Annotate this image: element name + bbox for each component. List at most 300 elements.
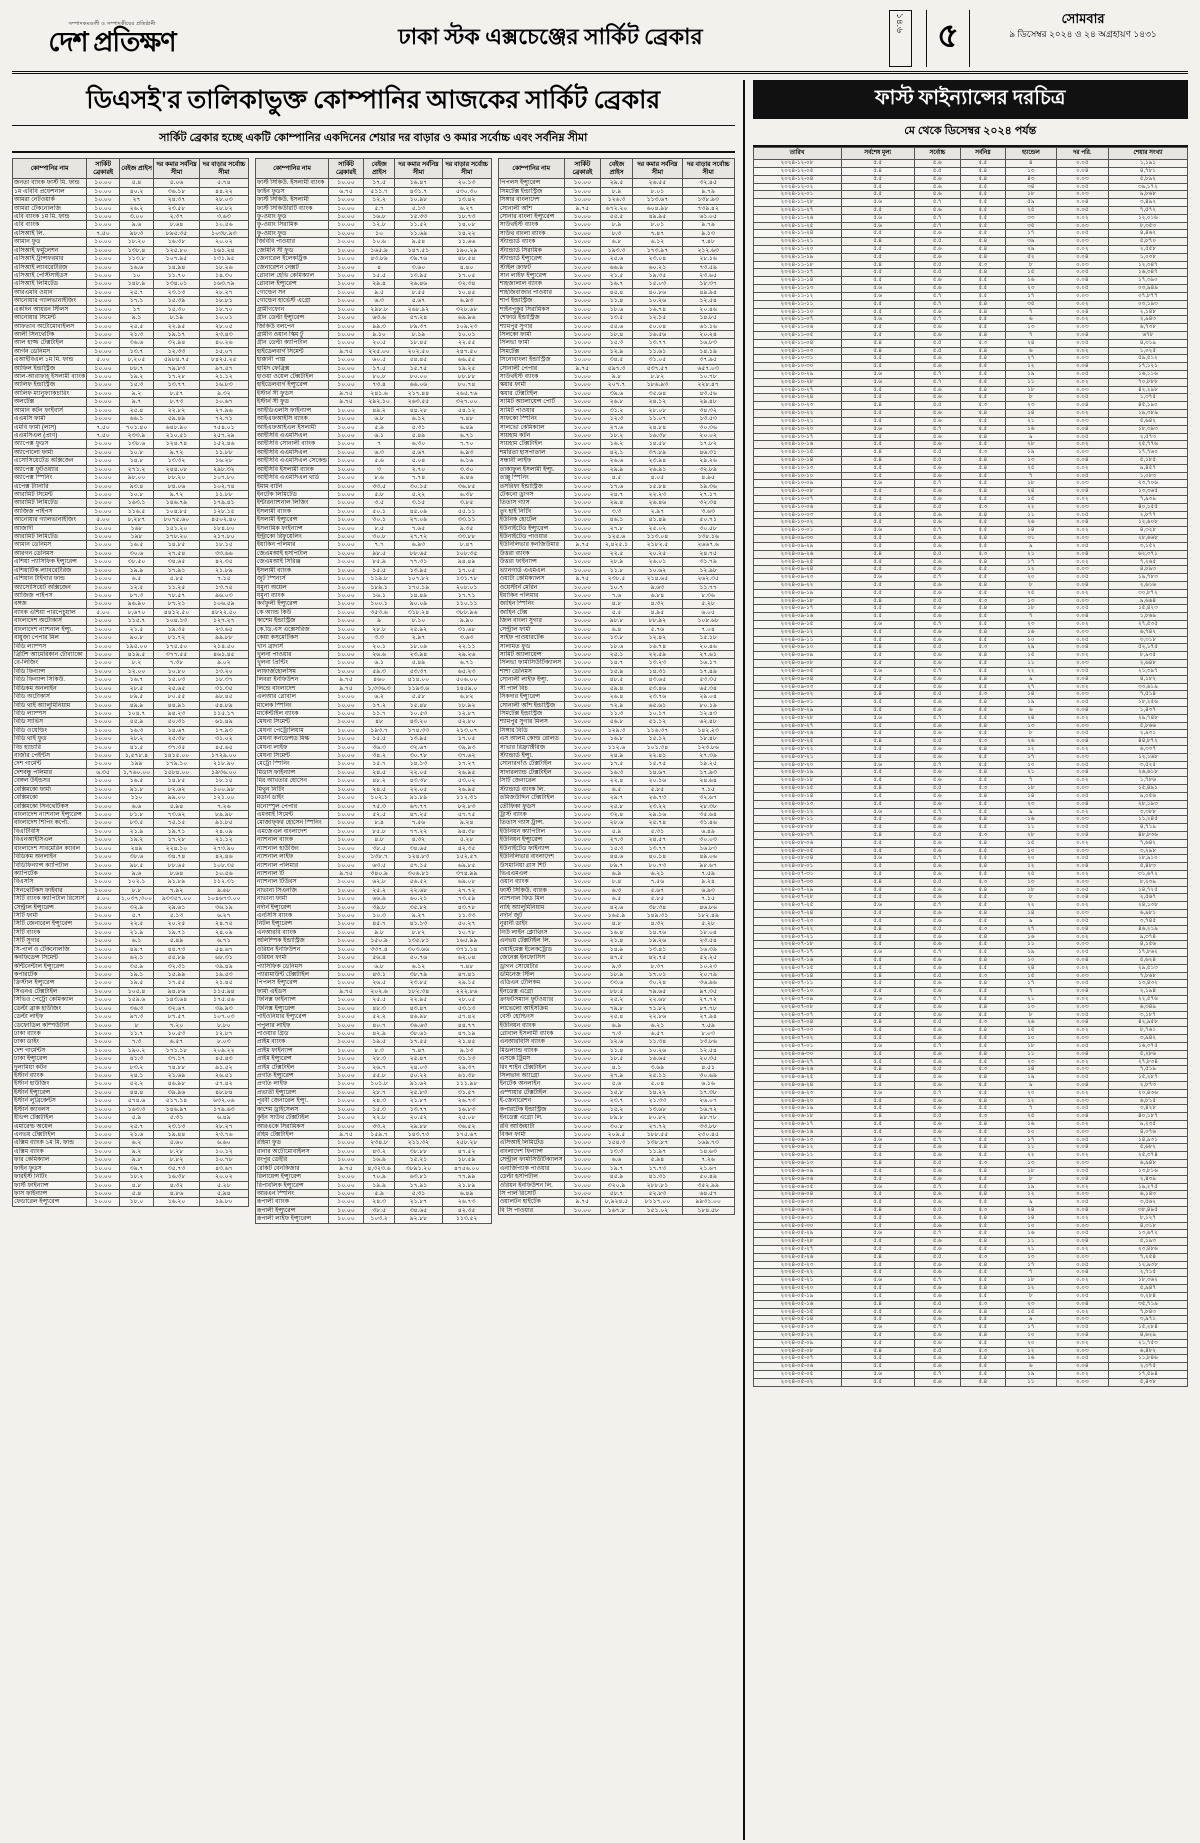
cell-value: ৭.১৫ <box>682 895 734 903</box>
cell-value: ১০০.৯৮ <box>199 785 248 793</box>
company-name: মেঘনা কনডেন্সড মিল্ক <box>255 735 328 743</box>
cell-value: ১০.০০ <box>87 667 120 675</box>
cell-value: ৪৪.৪ <box>119 1088 153 1096</box>
cell-value: ১২৪.৮৩ <box>395 853 442 861</box>
cell-value: ১১ <box>1005 824 1056 832</box>
cell-value: ১০.০০ <box>329 1181 364 1189</box>
company-name: বেঙ্গল উইন্ডসর <box>13 777 87 785</box>
table-row <box>753 1316 1187 1324</box>
cell-value: ০.০৫ <box>1056 285 1108 293</box>
cell-value: ৫২.২ <box>119 1080 153 1088</box>
cell-value: ১০.৫৬ <box>199 221 248 229</box>
cell-value: ৫.৯ <box>601 827 633 835</box>
th-circuit: সার্কিট ব্রেকারই <box>87 159 120 179</box>
cell-value: ১১৯.৮ <box>363 575 394 583</box>
cell-value: ৫৭.৭৫ <box>442 810 491 818</box>
table-row <box>13 642 249 650</box>
cell-value: ১০.০০ <box>329 954 364 962</box>
cell-value: ৮৫.৯ <box>363 558 394 566</box>
cell-value: ৫.৫ <box>841 581 914 589</box>
cell-value: ১০.০০ <box>329 726 364 734</box>
cell-value: ২৯.১৬ <box>633 810 683 818</box>
trade-date: ২০২৪-০৮-২৯ <box>753 706 841 714</box>
cell-value: ৬,৯৮১ <box>1108 910 1187 918</box>
company-name: ফার্স্ট ফাইন্যান্স <box>13 1181 87 1189</box>
table-row <box>255 1198 491 1206</box>
cell-value: ১০.০০ <box>87 1189 120 1197</box>
cell-value: ৫.৫ <box>841 519 914 527</box>
cell-value: ৮০.৮ <box>363 373 394 381</box>
cell-value: ১০.০০ <box>329 886 364 894</box>
cell-value: ৫.৪ <box>960 511 1005 519</box>
cell-value: ৫.৬ <box>914 1355 960 1363</box>
cell-value: ৯,২৩৫ <box>1108 1121 1187 1129</box>
cell-value: ১৪.০৮ <box>442 221 491 229</box>
cell-value: ৫,৯৪৭ <box>1108 1285 1187 1293</box>
company-name: রিলায়েন্স ইন্স্যুরেন্স <box>255 1173 328 1181</box>
trade-date: ২০২৪-০৯-১৮ <box>753 597 841 605</box>
cell-value: ১০.০০ <box>329 667 364 675</box>
cell-value: ৫.৬ <box>914 1269 960 1277</box>
company-name: আমান ডেনিমস <box>13 541 87 549</box>
cell-value: ৭.৭০ <box>442 440 491 448</box>
cell-value: ১০.০০ <box>329 415 364 423</box>
cell-value: ৫.৯৪ <box>154 802 200 810</box>
company-name: এমজেএল বাংলাদেশ <box>255 827 328 835</box>
cell-value: ৪৮২২.৫০ <box>199 608 248 616</box>
table-row <box>13 861 249 869</box>
cell-value: ১৪ <box>1005 910 1056 918</box>
cell-value: ০.০৩ <box>1056 1316 1108 1324</box>
cell-value: ০.০৩ <box>1056 1253 1108 1261</box>
cell-value: ৪.৩২ <box>633 600 683 608</box>
cell-value: ০.০৪ <box>1056 644 1108 652</box>
cell-value: ২৬.৫১ <box>199 1072 248 1080</box>
cell-value: ৩৬.৫২ <box>442 1122 491 1130</box>
cell-value: ৫.৪ <box>841 456 914 464</box>
table-row <box>753 206 1187 214</box>
cell-value: ৩০.০৩ <box>682 836 734 844</box>
trade-date: ২০২৪-০৯-০৩ <box>753 683 841 691</box>
cell-value: ১৮৮.৫৫ <box>633 1131 683 1139</box>
cell-value: ১০.০০ <box>87 246 120 254</box>
cell-value: ৩১.৫৭ <box>442 1088 491 1096</box>
table-row <box>498 330 734 338</box>
cell-value: ১০.০০ <box>564 533 600 541</box>
trade-date: ২০২৪-০৬-০৩ <box>753 1199 841 1207</box>
company-name: সিটি সুগার <box>13 937 87 945</box>
cell-value: ১০.০০ <box>564 625 600 633</box>
trade-date: ২০২৪-০৬-২৪ <box>753 1081 841 1089</box>
cell-value: ৩২.৬৭ <box>682 794 734 802</box>
cell-value: ১৮.০ <box>119 1198 153 1206</box>
trade-date: ২০২৪-১০-০৭ <box>753 496 841 504</box>
cell-value: ৯.৫৪ <box>395 238 442 246</box>
cell-value: ৫.৬ <box>914 464 960 472</box>
cell-value: ১০.০০ <box>87 785 120 793</box>
table-row <box>13 499 249 507</box>
table-row <box>255 213 491 221</box>
cell-value: ১০.০০ <box>329 1055 364 1063</box>
company-name: ইস্টার্ন সী ফুডস <box>255 389 328 397</box>
cell-value: ৫.৫ <box>841 355 914 363</box>
cell-value: ৫.৬ <box>914 441 960 449</box>
company-name: ইস্টার্ন সী ফুড <box>255 398 328 406</box>
company-name: স্ট্যান্ডার্ড সিরামিক <box>498 246 564 254</box>
cell-value: ২২৮.৪৭ <box>682 381 734 389</box>
cell-value: ৪৫.৯ <box>601 1173 633 1181</box>
cell-value: ৪৪.৭৩ <box>154 945 200 953</box>
company-name: ইসলামী ব্যাংক <box>255 566 328 574</box>
cell-value: ৫.৫ <box>841 660 914 668</box>
cell-value: ৫.৫ <box>914 339 960 347</box>
table-row <box>13 465 249 473</box>
cell-value: ৫.২৮ <box>682 920 734 928</box>
cell-value: ৩২.৩১ <box>154 962 200 970</box>
company-name: সিভিও পেট্রো কেমিক্যাল <box>13 996 87 1004</box>
table-row <box>753 558 1187 566</box>
cell-value: ২৬.৪৬ <box>395 280 442 288</box>
company-name: তৌফিকা ফুডস <box>498 802 564 810</box>
cell-value: ৬.৬০ <box>199 1139 248 1147</box>
company-name: জুট স্পিনার্স <box>255 575 328 583</box>
cell-value: ১৯.৭ <box>601 1164 633 1172</box>
cell-value: ৪.৩২ <box>154 1181 200 1189</box>
company-name: শেফার্ড ইন্ডাস্ট্রিজ <box>498 314 564 322</box>
cell-value: ৮৯.৮ <box>601 1114 633 1122</box>
cell-value: ০.০৪ <box>1056 1113 1108 1121</box>
table-row <box>255 912 491 920</box>
company-name: বাংলাদেশ ফিন্যান্স <box>498 1147 564 1155</box>
cell-value: ৪৩.৬৫ <box>633 676 683 684</box>
cell-value: ২১.৩৩ <box>633 1097 683 1105</box>
table-row <box>498 726 734 734</box>
company-name: সি-পার্ল ও টেকনোলজি <box>13 945 87 953</box>
cell-value: ৬.১২ <box>395 415 442 423</box>
cell-value: ৫.৪ <box>960 1308 1005 1316</box>
table-row <box>498 869 734 877</box>
table-row <box>498 490 734 498</box>
cell-value: ১৩,৩৬৫ <box>1108 488 1187 496</box>
cell-value: ৬৯.৯৬ <box>442 314 491 322</box>
price-history-subtitle: মে থেকে ডিসেম্বর ২০২৪ পর্যন্ত <box>753 119 1188 147</box>
cell-value: ১৯,৩৮৯ <box>1108 410 1187 418</box>
cell-value: ৮৯.৩৭ <box>395 322 442 330</box>
table-row <box>753 378 1187 386</box>
cell-value: ০.০৫ <box>1056 792 1108 800</box>
publication-day: সোমবার <box>1061 11 1105 26</box>
cell-value: ০.০৩ <box>1056 1128 1108 1136</box>
cell-value: ৬.১৬ <box>442 457 491 465</box>
cell-value: ০.০৩ <box>1056 910 1108 918</box>
cell-value: ৭০১.৪০ <box>119 423 153 431</box>
cell-value: ২৫.০২ <box>633 524 683 532</box>
table-row <box>753 222 1187 230</box>
cell-value: ১৮.১৫ <box>199 541 248 549</box>
cell-value: ৯.৭৫ <box>564 364 600 372</box>
cell-value: ১৬৭.৮ <box>601 1206 633 1214</box>
cell-value: ৩৩.৫ <box>363 482 394 490</box>
cell-value: ৫.৬ <box>914 472 960 480</box>
cell-value: ১২,০১৬ <box>1108 214 1187 222</box>
cell-value: ৩২৮.৬৮ <box>442 305 491 313</box>
table-row <box>255 196 491 204</box>
cell-value: ১৬৩.৭৯ <box>199 280 248 288</box>
company-name: আনোয়ার গ্যালভানাইজিং <box>13 297 87 305</box>
cell-value: ৩০.২৪ <box>633 979 683 987</box>
cell-value: ১০.০১ <box>442 330 491 338</box>
table-row <box>255 1122 491 1130</box>
company-name: শমরিতা হাসপাতাল <box>498 448 564 456</box>
cell-value: ১০৭.৮২ <box>395 575 442 583</box>
cell-value: ১২.৫৪ <box>682 1046 734 1054</box>
cell-value: ৮,৯২৪.৫ <box>601 1198 633 1206</box>
company-name: আমরা টেকনোলজি <box>13 204 87 212</box>
company-name: স্ট্যান্ডার্ড ব্যাংক <box>498 238 564 246</box>
table-row <box>255 1131 491 1139</box>
cell-value: ৫২.৫ <box>363 810 394 818</box>
cell-value: ৩.৬০ <box>395 263 442 271</box>
th-last-price: সর্বশেষ মূল্য <box>841 148 914 160</box>
cell-value: ২৭.৯৪ <box>682 1013 734 1021</box>
table-row <box>753 386 1187 394</box>
cell-value: ৯.৭৫ <box>329 398 364 406</box>
table-row <box>255 1164 491 1172</box>
cell-value: ৫.৫ <box>960 761 1005 769</box>
cell-value: ১০.০০ <box>329 785 364 793</box>
cell-value: ৫.৫ <box>914 831 960 839</box>
cell-value: ৫.৫ <box>914 1019 960 1027</box>
cell-value: ১০.০০ <box>329 1029 364 1037</box>
cell-value: ০.০২ <box>1056 621 1108 629</box>
cell-value: ১৪.৮৫ <box>154 777 200 785</box>
company-name: সিটি ফার্মা <box>13 912 87 920</box>
company-name: আফিল ইন্ডাস্ট্রিজ <box>13 364 87 372</box>
cell-value: ৯.৭২ <box>154 490 200 498</box>
company-name: বেক্সিমকো সিনথেটিকস <box>13 802 87 810</box>
table-row <box>255 600 491 608</box>
cell-value: ৫.৪৯ <box>154 937 200 945</box>
table-row <box>753 1261 1187 1269</box>
table-row <box>13 1114 249 1122</box>
table-row <box>753 1191 1187 1199</box>
trade-date: ২০২৪-০৯-২৫ <box>753 558 841 566</box>
cell-value: ১৪৮.৯ <box>119 280 153 288</box>
company-name: আইডিএলসি ফাইন্যান্স <box>255 406 328 414</box>
cell-value: ১০৩৮.৯৩ <box>199 229 248 237</box>
cell-value: ৩.৩ <box>601 507 633 515</box>
cell-value: ১১ <box>1005 660 1056 668</box>
company-name: হাইডেলবার্গ সিমেন্ট <box>255 347 328 355</box>
cell-value: ৫.৬৭ <box>633 886 683 894</box>
cell-value: ১৫.৮৪ <box>633 482 683 490</box>
cell-value: ১০.৬ <box>363 238 394 246</box>
table-row <box>753 1081 1187 1089</box>
cell-value: ০.০৩ <box>1056 191 1108 199</box>
cell-value: ৫.১৩ <box>395 204 442 212</box>
table-row <box>753 1285 1187 1293</box>
cell-value: ১০.০০ <box>564 482 600 490</box>
cell-value: ১৩ <box>1005 167 1056 175</box>
cell-value: ১০.০০ <box>329 566 364 574</box>
cell-value: ১৭ <box>1005 753 1056 761</box>
cell-value: ০.০৪ <box>1056 1144 1108 1152</box>
cell-value: ১৭,৫৯৪ <box>1108 1371 1187 1379</box>
company-name: ক্রিস্টাল ইন্স্যুরেন্স <box>13 979 87 987</box>
cell-value: ৬৭৮ <box>1108 331 1187 339</box>
cell-value: ৫.৪ <box>841 347 914 355</box>
cell-value: ০.০৩ <box>1056 691 1108 699</box>
table-row <box>753 1199 1187 1207</box>
company-name: আইএফআইএল ইসলামী <box>255 423 328 431</box>
cell-value: ২,৫৫৮ <box>1108 246 1187 254</box>
cell-value: ১৩১.৭৮ <box>442 575 491 583</box>
cell-value: ১০.০০ <box>87 566 120 574</box>
table-row <box>498 600 734 608</box>
table-row <box>753 1378 1187 1386</box>
cell-value: ৫.৫ <box>960 1277 1005 1285</box>
cell-value: ৮৯৫.৩৫ <box>154 229 200 237</box>
cell-value: ৩৪.৬৫ <box>395 1206 442 1214</box>
table-row <box>498 1105 734 1113</box>
cell-value: ০.০৪ <box>1056 1019 1108 1027</box>
cell-value: ০.০৫ <box>1056 1105 1108 1113</box>
cell-value: ১০.০০ <box>87 1131 120 1139</box>
table-row <box>753 402 1187 410</box>
cell-value: ৬.৭১ <box>442 659 491 667</box>
cell-value: ১১২.৩১ <box>199 878 248 886</box>
table-row <box>255 389 491 397</box>
company-name: ফিনিক্স ফাইন্যান্স <box>255 996 328 1004</box>
cell-value: ৫.৫ <box>841 1105 914 1113</box>
th-company: কোম্পানির নাম <box>255 159 328 179</box>
trade-date: ২০২৪-০৯-২৬ <box>753 550 841 558</box>
company-name: লাভেলো আইসক্রিম <box>498 1004 564 1012</box>
cell-value: ১০.০০ <box>329 650 364 658</box>
table-row <box>498 752 734 760</box>
cell-value: ১২.৩ <box>601 415 633 423</box>
cell-value: ১৩ <box>1005 324 1056 332</box>
trade-date: ২০২৪-০৫-১৩ <box>753 1324 841 1332</box>
cell-value: ১৩.২৩ <box>633 659 683 667</box>
cell-value: ৫.৬ <box>914 730 960 738</box>
cell-value: ১০.০০ <box>564 701 600 709</box>
table-row <box>255 549 491 557</box>
cell-value: ১৬৫.৯ <box>601 912 633 920</box>
cell-value: ১৬.৭২ <box>682 1105 734 1113</box>
company-name: ফার্স্ট সিকিউ. ইসলামী ব্যাংক <box>255 179 328 187</box>
cell-value: ১২.৩৩ <box>154 347 200 355</box>
cell-value: ১৭ <box>119 305 153 313</box>
table-row <box>498 364 734 372</box>
cell-value: ১০.০০ <box>329 499 364 507</box>
cell-value: ০.০৩ <box>1056 628 1108 636</box>
table-row <box>13 853 249 861</box>
cell-value: ৩৩.৮৮ <box>682 1122 734 1130</box>
cell-value: ৯.৭৫ <box>329 869 364 877</box>
cell-value: ১৮.৪৫ <box>395 339 442 347</box>
cell-value: ৫.৫ <box>841 464 914 472</box>
cell-value: ১০.০০ <box>329 516 364 524</box>
cell-value: ৫.৩ <box>960 1160 1005 1168</box>
trade-date: ২০২৪-১০-১৭ <box>753 433 841 441</box>
company-name: পিপলস ইন্স্যুরেন্স <box>255 979 328 987</box>
cell-value: ৫.৫ <box>841 816 914 824</box>
trade-date: ২০২৪-০৮-২৬ <box>753 730 841 738</box>
cell-value: ৫.৬ <box>914 581 960 589</box>
cell-value: ৯.০২ <box>199 659 248 667</box>
cell-value: ২০.৭৯ <box>682 971 734 979</box>
cell-value: ৫.৫ <box>960 855 1005 863</box>
cell-value: ২৪.৭৫ <box>682 549 734 557</box>
cell-value: ৬১.৪৯ <box>199 718 248 726</box>
cell-value: ১৫.৩ <box>601 339 633 347</box>
company-name: এসিআই ল্যাবরেটরিজ <box>13 263 87 271</box>
company-name: বিডি থাই ফুড <box>13 735 87 743</box>
table-row <box>255 524 491 532</box>
table-row <box>13 406 249 414</box>
trade-date: ২০২৪-১০-০৬ <box>753 503 841 511</box>
cell-value: ২৮.৩ <box>363 1055 394 1063</box>
cell-value: ১০.০০ <box>329 608 364 616</box>
cell-value: ১০.০০ <box>564 389 600 397</box>
cell-value: ১০.০০ <box>87 878 120 886</box>
cell-value: ৫.৫ <box>841 1285 914 1293</box>
cell-value: ৪২.১ <box>601 448 633 456</box>
cell-value: ১০.০০ <box>329 255 364 263</box>
cell-value: ৫.৫ <box>960 1246 1005 1254</box>
table-row <box>753 253 1187 261</box>
cell-value: ১৪৬.৭৯ <box>154 499 200 507</box>
trade-date: ২০২৪-০৭-১১ <box>753 980 841 988</box>
cell-value: ২৬.৫ <box>363 979 394 987</box>
cell-value: ৫৮.৭ <box>601 1189 633 1197</box>
cell-value: ১৫ <box>1005 972 1056 980</box>
table-row <box>753 597 1187 605</box>
cell-value: ৪.৮ <box>601 600 633 608</box>
cell-value: ৭.৫৯ <box>682 869 734 877</box>
cell-value: ৫.৫ <box>960 1128 1005 1136</box>
cell-value: ৫৬.৫২ <box>395 878 442 886</box>
company-name: ওরিয়ন ফার্মা <box>255 954 328 962</box>
cell-value: ১০.০০ <box>564 1147 600 1155</box>
cell-value: ৫.৪ <box>960 433 1005 441</box>
cell-value: ১০ <box>1005 1222 1056 1230</box>
cell-value: ৫.৫ <box>841 706 914 714</box>
cell-value: ৫.৫ <box>960 277 1005 285</box>
table-row <box>255 347 491 355</box>
cell-value: ৫.৫ <box>841 894 914 902</box>
trade-date: ২০২৪-০৬-১২ <box>753 1144 841 1152</box>
table-row <box>255 827 491 835</box>
company-name: ইউনিক হোটেল <box>498 516 564 524</box>
cell-value: ৫.৫ <box>960 1011 1005 1019</box>
cell-value: ৫.৬ <box>841 1230 914 1238</box>
cell-value: ৫.৬ <box>914 910 960 918</box>
cell-value: ২১.৫ <box>119 625 153 633</box>
trade-date: ২০২৪-০৮-১৯ <box>753 769 841 777</box>
cell-value: ৩৯.৬ <box>601 389 633 397</box>
cell-value: ১০.০০ <box>87 389 120 397</box>
table-row <box>753 636 1187 644</box>
table-row <box>13 1164 249 1172</box>
company-name: গ্লোবাল ইন্স্যুরেন্স <box>255 280 328 288</box>
cell-value: ১৪.৬৭ <box>154 726 200 734</box>
cell-value: ৫.৩ <box>960 1206 1005 1214</box>
th-trades: হ্যান্ডেল <box>1005 148 1056 160</box>
table-row <box>498 280 734 288</box>
cell-value: ৯.২ <box>119 389 153 397</box>
